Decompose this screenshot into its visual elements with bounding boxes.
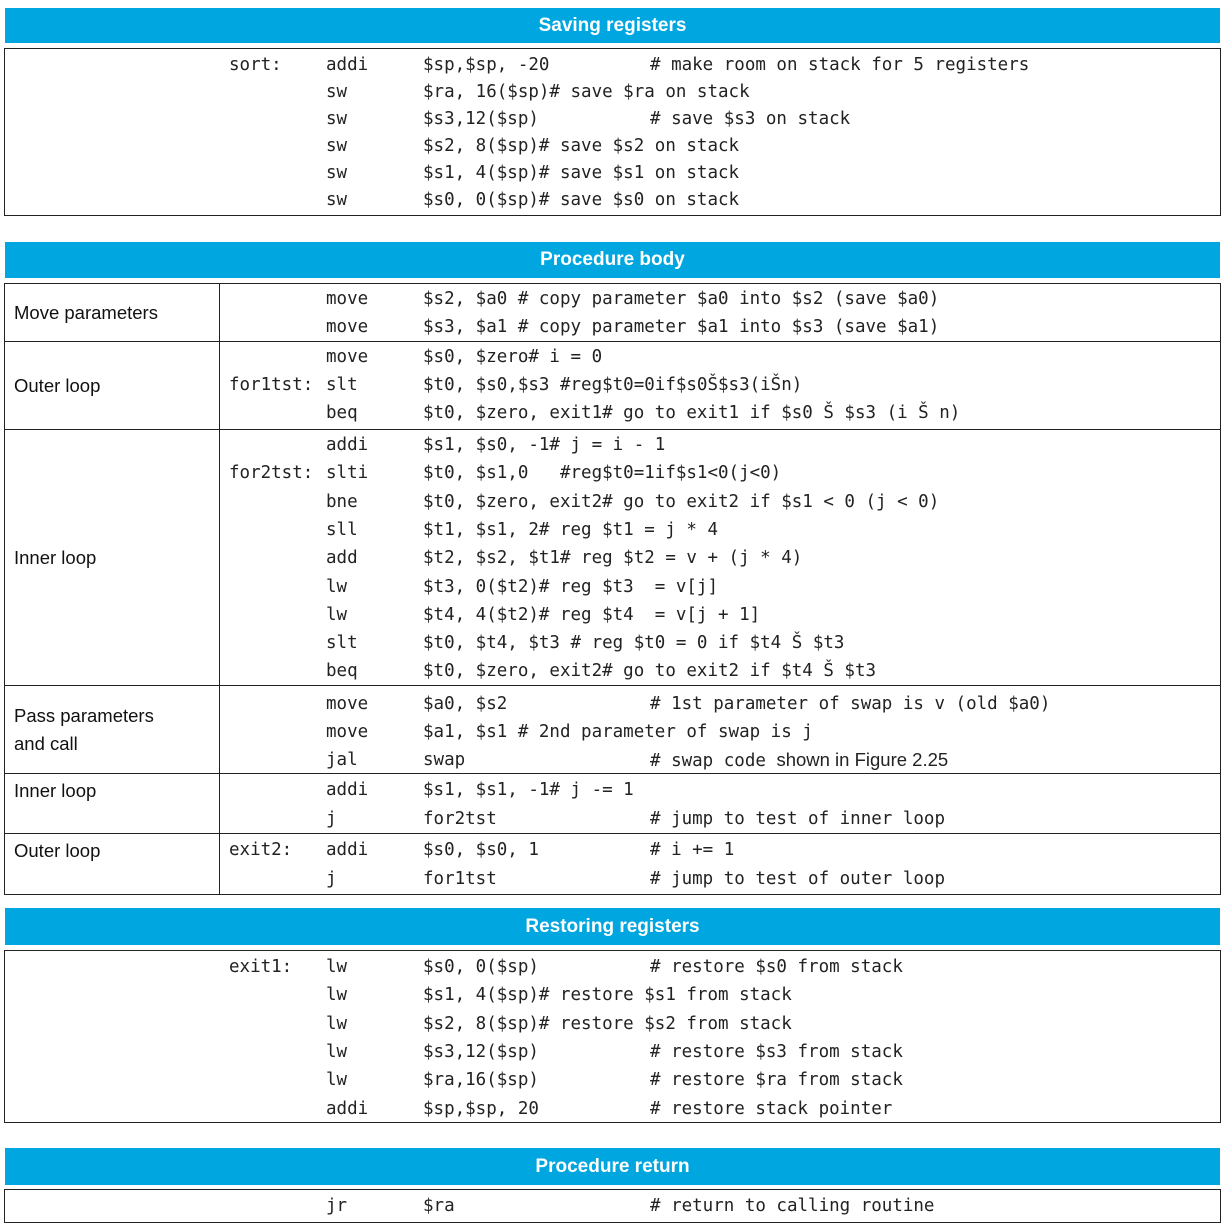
code-opcode: j bbox=[326, 869, 337, 889]
code-line bbox=[5, 105, 1205, 133]
code-line bbox=[5, 629, 1205, 657]
code-opcode: add bbox=[326, 548, 358, 569]
code-opcode: beq bbox=[326, 661, 358, 682]
row-label-move-parameters: Move parameters bbox=[5, 284, 220, 342]
code-opcode: addi bbox=[326, 1098, 369, 1119]
code-comment: # 1st parameter of swap is v (old $a0) bbox=[650, 694, 1051, 714]
code-opcode: sw bbox=[326, 82, 348, 102]
code-operands: $t2, $s2, $t1# reg $t2 = v + (j * 4) bbox=[423, 548, 803, 569]
code-line bbox=[5, 776, 1205, 804]
code-comment: # restore stack pointer bbox=[650, 1098, 893, 1119]
code-operands: $s3,12($sp) bbox=[423, 1041, 539, 1062]
code-line bbox=[5, 718, 1205, 746]
code-operands: $s2, $a0 # copy parameter $a0 into $s2 (save $a0) bbox=[423, 289, 940, 309]
code-operands: $s1, $s0, -1# j = i - 1 bbox=[423, 435, 666, 455]
code-line bbox=[5, 1192, 1205, 1220]
code-line bbox=[5, 516, 1205, 544]
code-opcode: j bbox=[326, 809, 337, 829]
code-operands: $s0, 0($sp) bbox=[423, 957, 539, 977]
code-line bbox=[5, 186, 1205, 214]
code-operands: for1tst bbox=[423, 869, 497, 889]
section-header-procedure-body: Procedure body bbox=[5, 242, 1220, 278]
code-opcode: lw bbox=[326, 1013, 348, 1034]
code-comment: # restore $ra from stack bbox=[650, 1070, 903, 1091]
code-operands: $sp,$sp, -20 bbox=[423, 55, 550, 75]
code-operands: $s3,12($sp) bbox=[423, 109, 539, 129]
code-opcode: sw bbox=[326, 136, 348, 156]
code-opcode: addi bbox=[326, 55, 369, 75]
code-operands: $ra, 16($sp)# save $ra on stack bbox=[423, 82, 750, 102]
row-label-inner-loop-2: Inner loop bbox=[5, 774, 220, 834]
code-line bbox=[5, 1010, 1205, 1038]
section-header-saving-registers: Saving registers bbox=[5, 8, 1220, 43]
code-label: sort: bbox=[229, 55, 282, 75]
code-operands: $s2, 8($sp)# save $s2 on stack bbox=[423, 136, 740, 156]
code-opcode: lw bbox=[326, 604, 348, 625]
code-line bbox=[5, 285, 1205, 313]
code-operands: $sp,$sp, 20 bbox=[423, 1098, 539, 1119]
saving-registers-box bbox=[4, 48, 1221, 216]
code-opcode: move bbox=[326, 347, 369, 367]
row-pass-parameters bbox=[4, 685, 1221, 775]
code-operands: $t0, $s1,0 #reg$t0=1if$s1<0(j<0) bbox=[423, 463, 782, 484]
code-line bbox=[5, 573, 1205, 601]
row-label-outer-loop: Outer loop bbox=[5, 342, 220, 430]
section-header-restoring-registers: Restoring registers bbox=[5, 908, 1220, 945]
code-label: for2tst: bbox=[229, 463, 314, 484]
code-opcode: slti bbox=[326, 463, 369, 484]
code-operands: $s1, $s1, -1# j -= 1 bbox=[423, 780, 634, 800]
code-line bbox=[5, 431, 1205, 459]
code-opcode: jal bbox=[326, 750, 358, 770]
row-outer-loop bbox=[4, 341, 1221, 431]
code-line bbox=[5, 399, 1205, 427]
code-line bbox=[5, 690, 1205, 718]
row-outer-loop-2 bbox=[4, 833, 1221, 895]
code-operands: $t0, $t4, $t3 # reg $t0 = 0 if $t4 Š $t3 bbox=[423, 633, 845, 654]
row-inner-loop-2 bbox=[4, 773, 1221, 835]
code-opcode: addi bbox=[326, 435, 369, 455]
comment-figure-reference: shown in Figure 2.25 bbox=[776, 749, 949, 770]
code-operands: $s2, 8($sp)# restore $s2 from stack bbox=[423, 1013, 792, 1034]
code-opcode: sll bbox=[326, 519, 358, 540]
code-line bbox=[5, 51, 1205, 79]
code-line bbox=[5, 601, 1205, 629]
code-opcode: slt bbox=[326, 633, 358, 654]
code-line bbox=[5, 865, 1205, 893]
code-operands: swap bbox=[423, 750, 466, 770]
code-line bbox=[5, 343, 1205, 371]
code-opcode: move bbox=[326, 317, 369, 337]
code-line bbox=[5, 805, 1205, 833]
code-operands: $t0, $zero, exit2# go to exit2 if $t4 Š $t3 bbox=[423, 661, 877, 682]
procedure-return-box bbox=[4, 1189, 1221, 1223]
code-opcode: lw bbox=[326, 957, 348, 977]
code-opcode: addi bbox=[326, 780, 369, 800]
code-opcode: move bbox=[326, 289, 369, 309]
code-opcode: sw bbox=[326, 190, 348, 210]
code-operands: $a1, $s1 # 2nd parameter of swap is j bbox=[423, 722, 813, 742]
code-comment: # save $s3 on stack bbox=[650, 109, 851, 129]
code-line bbox=[5, 313, 1205, 341]
code-operands: $s0, 0($sp)# save $s0 on stack bbox=[423, 190, 740, 210]
code-opcode: jr bbox=[326, 1196, 348, 1216]
code-operands: $ra bbox=[423, 1196, 455, 1216]
code-line bbox=[5, 657, 1205, 685]
code-operands: $s1, 4($sp)# restore $s1 from stack bbox=[423, 985, 792, 1006]
code-opcode: bne bbox=[326, 491, 358, 512]
code-comment: # jump to test of outer loop bbox=[650, 869, 946, 889]
code-opcode: lw bbox=[326, 576, 348, 597]
code-line bbox=[5, 159, 1205, 187]
code-operands: $t0, $zero, exit1# go to exit1 if $s0 Š $s3 (i Š n) bbox=[423, 403, 961, 423]
row-label-inner-loop: Inner loop bbox=[5, 430, 220, 686]
code-line bbox=[5, 746, 1205, 774]
code-line bbox=[5, 981, 1205, 1009]
code-operands: $s0, $zero# i = 0 bbox=[423, 347, 603, 367]
code-line bbox=[5, 544, 1205, 572]
code-operands: $s1, 4($sp)# save $s1 on stack bbox=[423, 163, 740, 183]
code-operands: $s0, $s0, 1 bbox=[423, 840, 539, 860]
code-operands: $t1, $s1, 2# reg $t1 = j * 4 bbox=[423, 519, 719, 540]
code-operands: $t0, $s0,$s3 #reg$t0=0if$s0Š$s3(iŠn) bbox=[423, 375, 803, 395]
code-opcode: sw bbox=[326, 163, 348, 183]
code-comment: # return to calling routine bbox=[650, 1196, 935, 1216]
code-opcode: lw bbox=[326, 1041, 348, 1062]
section-header-procedure-return: Procedure return bbox=[5, 1148, 1220, 1185]
code-line bbox=[5, 1038, 1205, 1066]
code-line bbox=[5, 1095, 1205, 1123]
row-label-pass-parameters: Pass parameters and call bbox=[5, 686, 220, 774]
code-opcode: lw bbox=[326, 985, 348, 1006]
code-comment: # make room on stack for 5 registers bbox=[650, 55, 1030, 75]
code-opcode: slt bbox=[326, 375, 358, 395]
row-inner-loop bbox=[4, 429, 1221, 687]
code-line bbox=[5, 132, 1205, 160]
code-line bbox=[5, 1066, 1205, 1094]
code-opcode: lw bbox=[326, 1070, 348, 1091]
code-opcode: sw bbox=[326, 109, 348, 129]
code-line bbox=[5, 78, 1205, 106]
code-operands: $t0, $zero, exit2# go to exit2 if $s1 < 0 (j < 0) bbox=[423, 491, 940, 512]
code-line bbox=[5, 459, 1205, 487]
code-line bbox=[5, 836, 1205, 864]
code-opcode: move bbox=[326, 722, 369, 742]
code-opcode: move bbox=[326, 694, 369, 714]
code-label: exit2: bbox=[229, 840, 293, 860]
row-label-outer-loop-2: Outer loop bbox=[5, 834, 220, 894]
code-comment: # i += 1 bbox=[650, 840, 735, 860]
restoring-registers-box bbox=[4, 950, 1221, 1123]
code-operands: $ra,16($sp) bbox=[423, 1070, 539, 1091]
row-move-parameters bbox=[4, 283, 1221, 343]
code-operands: $a0, $s2 bbox=[423, 694, 508, 714]
comment-head: # swap code bbox=[650, 751, 777, 771]
code-operands: $t3, 0($t2)# reg $t3 = v[j] bbox=[423, 576, 719, 597]
code-line bbox=[5, 488, 1205, 516]
code-comment bbox=[650, 746, 948, 775]
code-comment: # restore $s3 from stack bbox=[650, 1041, 903, 1062]
code-operands: $s3, $a1 # copy parameter $a1 into $s3 (save $a1) bbox=[423, 317, 940, 337]
code-comment: # restore $s0 from stack bbox=[650, 957, 903, 977]
code-line bbox=[5, 953, 1205, 981]
code-label: exit1: bbox=[229, 957, 293, 977]
code-opcode: beq bbox=[326, 403, 358, 423]
code-label: for1tst: bbox=[229, 375, 314, 395]
code-comment: # jump to test of inner loop bbox=[650, 809, 946, 829]
code-operands: $t4, 4($t2)# reg $t4 = v[j + 1] bbox=[423, 604, 761, 625]
code-opcode: addi bbox=[326, 840, 369, 860]
code-operands: for2tst bbox=[423, 809, 497, 829]
code-line bbox=[5, 371, 1205, 399]
